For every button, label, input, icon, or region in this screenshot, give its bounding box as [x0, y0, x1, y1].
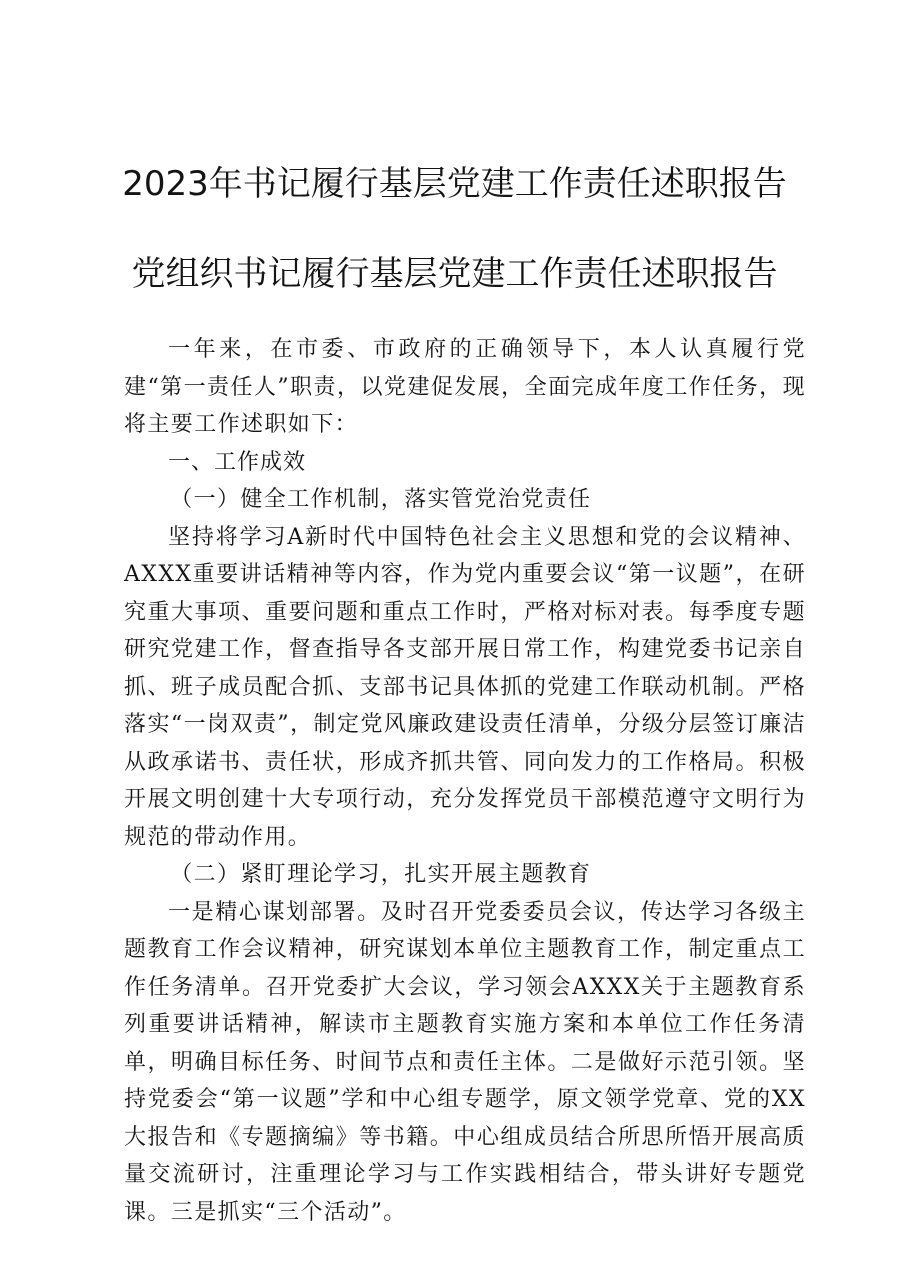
section-heading: 一、工作成效 — [168, 449, 307, 475]
body-paragraph-2: 一是精心谋划部署。及时召开党委委员会议，传达学习各级主题教育工作会议精神，研究谋划本单位主题教育工作，制定重点工作任务清单。召开党委扩大会议，学习领会AXXX关于主题教育系列重要讲话精神，解读市主题教育实施方案和本单位工作任务清单，明确目标任务、时间节点和责任主体。二是做好示范引领。坚持党委会“第一议题”学和中心组专题学，原文领学党章、党的XX大报告和《专题摘编》等书籍。中心组成员结合所思所悟开展高质量交流研讨，注重理论学习与工作实践相结合，带头讲好专题党课。三是抓实“三个活动”。 — [124, 899, 806, 1225]
intro-paragraph: 一年来，在市委、市政府的正确领导下，本人认真履行党建“第一责任人”职责，以党建促发展，全面完成年度工作任务，现将主要工作述职如下： — [124, 337, 806, 437]
document-subtitle: 党组织书记履行基层党建工作责任述职报告 — [131, 254, 778, 294]
subsection-heading-1: （一）健全工作机制，落实管党治党责任 — [170, 487, 592, 512]
document-body — [124, 331, 806, 1231]
body-paragraph-1: 坚持将学习A新时代中国特色社会主义思想和党的会议精神、AXXX重要讲话精神等内容，作为党内重要会议“第一议题”，在研究重大事项、重要问题和重点工作时，严格对标对表。每季度专题研究党建工作，督查指导各支部开展日常工作，构建党委书记亲自抓、班子成员配合抓、支部书记具体抓的党建工作联动机制。严格落实“一岗双责”，制定党风廉政建设责任清单，分级分层签订廉洁从政承诺书、责任状，形成齐抓共管、同向发力的工作格局。积极开展文明创建十大专项行动，充分发挥党员干部模范遵守文明行为规范的带动作用。 — [124, 524, 806, 850]
document-title: 2023年书记履行基层党建工作责任述职报告 — [122, 164, 787, 204]
subsection-heading-2: （二）紧盯理论学习，扎实开展主题教育 — [170, 862, 592, 887]
